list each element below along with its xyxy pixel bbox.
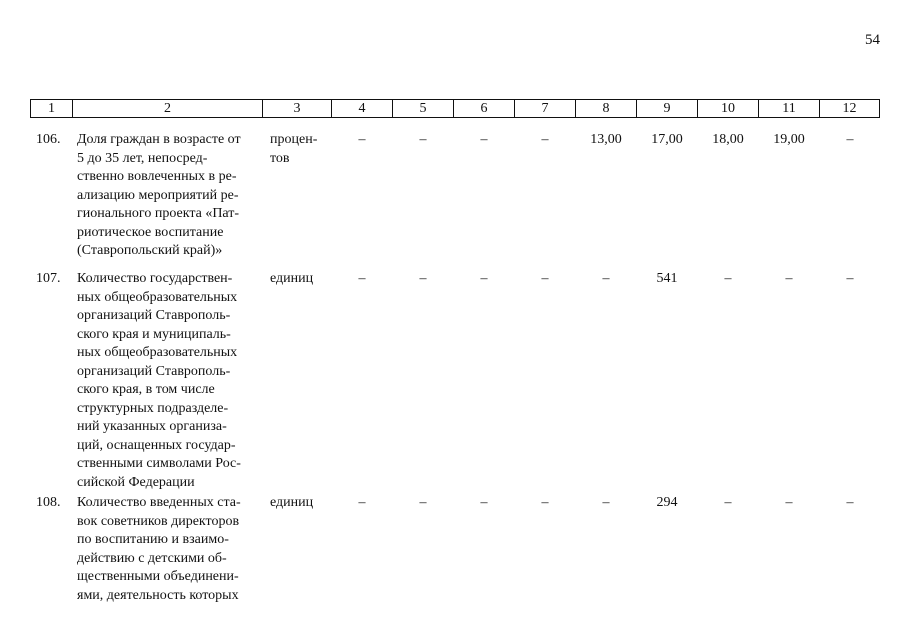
text-line: ных общеобразовательных: [77, 289, 238, 305]
text-line: структурных подразделе-: [77, 400, 229, 416]
value-col-10: 18,00: [712, 132, 744, 147]
text-line: единиц: [270, 271, 314, 286]
column-header: 11: [759, 100, 820, 118]
value-col-5: –: [419, 495, 427, 510]
text-line: тов: [270, 150, 290, 166]
text-line: 5 до 35 лет, непосред-: [77, 150, 208, 166]
value-col-7: –: [541, 495, 549, 510]
unit: [270, 494, 336, 513]
column-header: 7: [515, 100, 576, 118]
page-number: 54: [865, 32, 880, 48]
row-number: 107.: [36, 271, 61, 286]
column-header: 2: [73, 100, 263, 118]
value-col-11: –: [785, 495, 793, 510]
indicator-name: [77, 494, 287, 605]
value-col-10: –: [724, 271, 732, 286]
text-line: по воспитанию и взаимо-: [77, 532, 229, 547]
text-line: ализацию мероприятий ре-: [77, 187, 239, 203]
column-header: 10: [698, 100, 759, 118]
value-col-4: –: [358, 271, 366, 286]
value-col-4: –: [358, 132, 366, 147]
text-line: (Ставропольский край)»: [77, 243, 223, 258]
text-line: Количество введенных ста-: [77, 495, 241, 510]
text-line: ями, деятельность которых: [77, 587, 239, 603]
text-line: действию с детскими об-: [77, 550, 227, 566]
unit: [270, 131, 336, 168]
column-header: 3: [263, 100, 332, 118]
text-line: ского края, в том числе: [77, 382, 215, 397]
value-col-8: 13,00: [590, 132, 622, 147]
text-line: процен-: [270, 132, 318, 147]
text-line: ций, оснащенных государ-: [77, 437, 236, 453]
column-header: 12: [820, 100, 880, 118]
value-col-7: –: [541, 271, 549, 286]
column-header-table: [30, 99, 880, 118]
text-line: щественными объединени-: [77, 569, 239, 584]
indicator-name: [77, 131, 287, 261]
column-header: 9: [637, 100, 698, 118]
text-line: Количество государствен-: [77, 271, 233, 286]
column-header: 6: [454, 100, 515, 118]
value-col-7: –: [541, 132, 549, 147]
text-line: вок советников директоров: [77, 513, 240, 529]
row-number: 106.: [36, 132, 61, 147]
text-line: риотическое воспитание: [77, 224, 224, 240]
text-line: организаций Ставрополь-: [77, 308, 231, 323]
value-col-12: –: [846, 495, 854, 510]
unit: [270, 270, 336, 289]
value-col-9: 17,00: [651, 132, 683, 147]
value-col-8: –: [602, 495, 610, 510]
column-header: 8: [576, 100, 637, 118]
text-line: ных общеобразовательных: [77, 345, 238, 360]
row-number: 108.: [36, 495, 61, 510]
text-line: ственными символами Рос-: [77, 456, 241, 471]
value-col-5: –: [419, 132, 427, 147]
text-line: единиц: [270, 495, 314, 510]
value-col-8: –: [602, 271, 610, 286]
indicator-name: [77, 270, 287, 492]
column-header: 5: [393, 100, 454, 118]
value-col-10: –: [724, 495, 732, 510]
value-col-6: –: [480, 271, 488, 286]
text-line: Доля граждан в возрасте от: [77, 132, 241, 147]
value-col-11: 19,00: [773, 132, 805, 147]
value-col-11: –: [785, 271, 793, 286]
text-line: ского края и муниципаль-: [77, 326, 231, 342]
value-col-9: 541: [656, 271, 678, 286]
value-col-5: –: [419, 271, 427, 286]
column-header: 4: [332, 100, 393, 118]
value-col-6: –: [480, 132, 488, 147]
value-col-9: 294: [656, 495, 678, 510]
text-line: сийской Федерации: [77, 474, 195, 490]
text-line: гионального проекта «Пат-: [77, 206, 240, 221]
value-col-6: –: [480, 495, 488, 510]
text-line: ственно вовлеченных в ре-: [77, 169, 237, 184]
column-header: 1: [31, 100, 73, 118]
text-line: организаций Ставрополь-: [77, 363, 231, 379]
value-col-12: –: [846, 132, 854, 147]
text-line: ний указанных организа-: [77, 419, 227, 434]
value-col-12: –: [846, 271, 854, 286]
value-col-4: –: [358, 495, 366, 510]
